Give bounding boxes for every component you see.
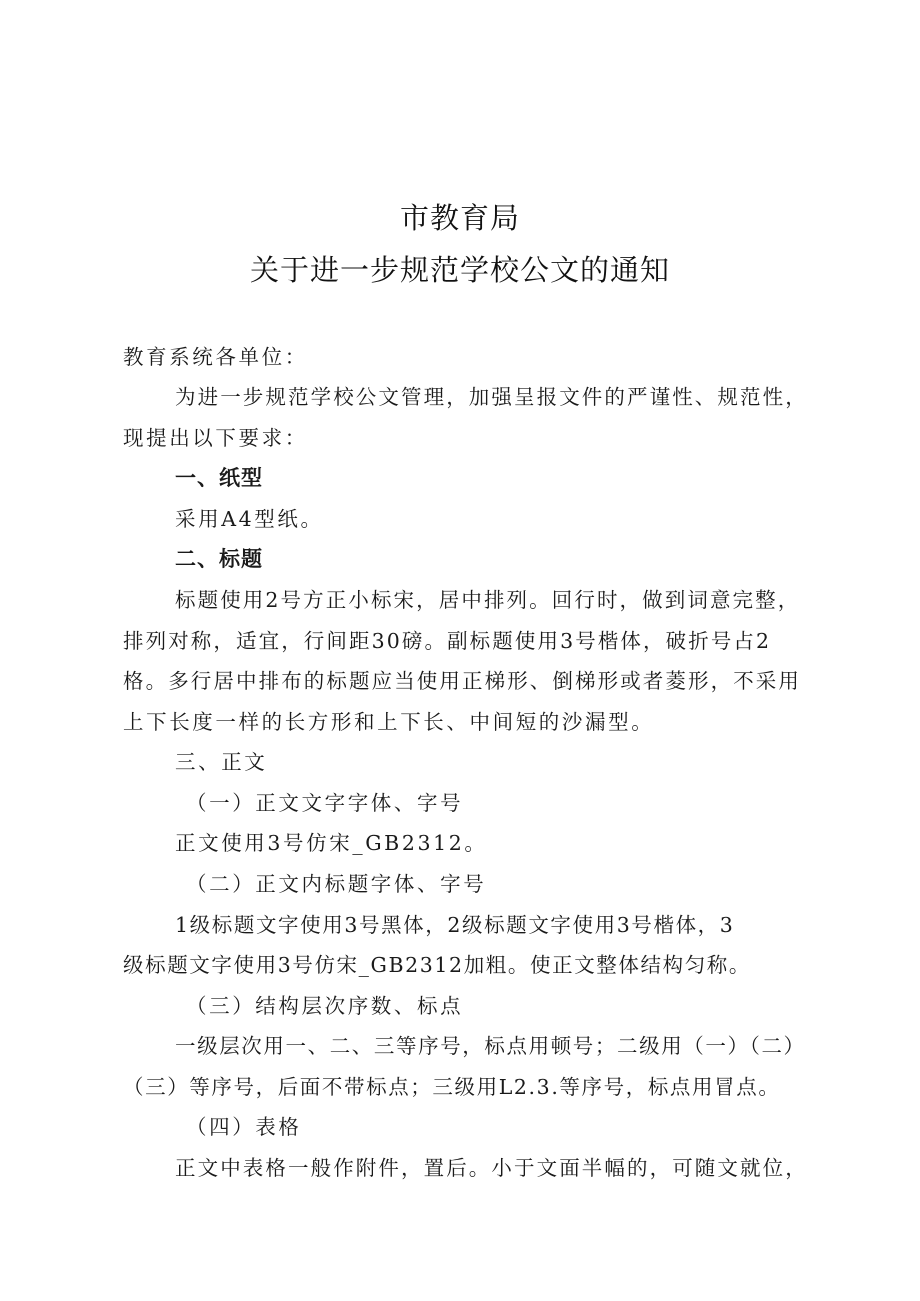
- paragraph-title-line-2: 排列对称，适宜，行间距30磅。副标题使用3号楷体，破折号占2: [123, 629, 772, 653]
- paragraph-paper-type: 采用A4型纸。: [175, 507, 324, 531]
- paragraph-tables-line-1: 正文中表格一般作附件，置后。小于文面半幅的，可随文就位，: [175, 1156, 808, 1180]
- paragraph-title-line-4: 上下长度一样的长方形和上下长、中间短的沙漏型。: [123, 710, 655, 734]
- paragraph-numbering-line-2: （三）等序号，后面不带标点；三级用L2.3.等序号，标点用冒点。: [123, 1075, 781, 1099]
- paragraph-title-line-3: 格。多行居中排布的标题应当使用正梯形、倒梯形或者菱形，不采用: [123, 669, 801, 693]
- document-title-issuer: 市教育局: [399, 201, 520, 235]
- heading-title: 二、标题: [175, 547, 263, 571]
- heading-paper-type: 一、纸型: [175, 466, 263, 490]
- subheading-inner-heading: （二）正文内标题字体、字号: [186, 872, 487, 896]
- paragraph-title-line-1: 标题使用2号方正小标宋，居中排列。回行时，做到词意完整，: [175, 588, 801, 612]
- paragraph-numbering-line-1: 一级层次用一、二、三等序号，标点用顿号；二级用（一）（二）: [175, 1034, 806, 1058]
- intro-line-1: 为进一步规范学校公文管理，加强呈报文件的严谨性、规范性，: [175, 385, 808, 409]
- subheading-font-size: （一）正文文字字体、字号: [186, 791, 464, 815]
- intro-line-2: 现提出以下要求：: [123, 426, 308, 450]
- salutation: 教育系统各单位：: [123, 345, 308, 369]
- document-title: 关于进一步规范学校公文的通知: [249, 253, 670, 287]
- subheading-numbering: （三）结构层次序数、标点: [186, 994, 464, 1018]
- paragraph-inner-heading-line-2: 级标题文字使用3号仿宋_GB2312加粗。使正文整体结构匀称。: [123, 953, 752, 977]
- subheading-tables: （四）表格: [186, 1115, 302, 1139]
- paragraph-inner-heading-line-1: 1级标题文字使用3号黑体，2级标题文字使用3号楷体，3: [175, 913, 735, 937]
- heading-body-text: 三、正文: [175, 750, 268, 774]
- paragraph-font-size: 正文使用3号仿宋_GB2312。: [175, 831, 488, 855]
